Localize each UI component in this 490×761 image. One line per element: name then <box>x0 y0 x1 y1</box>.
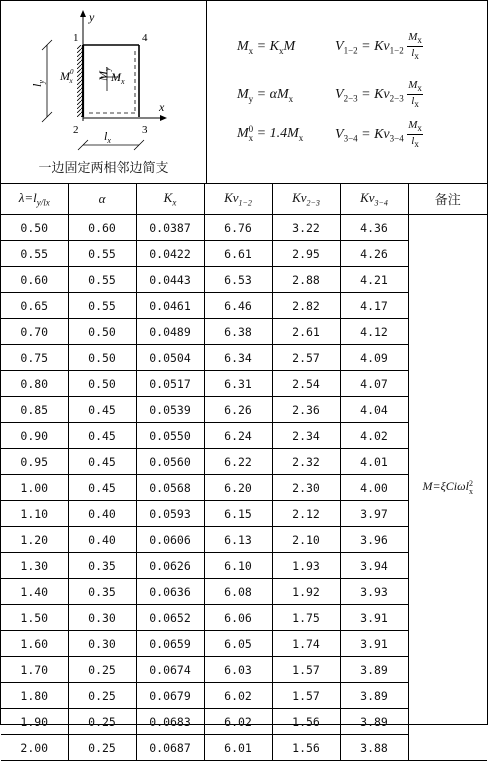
table-cell: 0.0461 <box>136 293 204 319</box>
table-cell: 0.0560 <box>136 449 204 475</box>
table-cell: 6.61 <box>204 241 272 267</box>
table-cell: 0.0679 <box>136 683 204 709</box>
table-cell: 0.0674 <box>136 657 204 683</box>
y-axis-arrow-icon <box>80 10 86 17</box>
table-cell: 0.0539 <box>136 397 204 423</box>
formula-v12: $V_{1-2} = Kv_{1-2}$ $\frac{M_x}{l_x}$ <box>335 31 422 62</box>
table-cell: 6.46 <box>204 293 272 319</box>
header-kv23: $Kv_{2-3}$ <box>272 183 340 215</box>
table-cell: 4.02 <box>340 423 408 449</box>
table-cell: 0.35 <box>68 553 136 579</box>
table-cell: 0.45 <box>68 449 136 475</box>
table-cell: 0.0687 <box>136 735 204 761</box>
table-cell: 0.45 <box>68 423 136 449</box>
table-cell: 1.92 <box>272 579 340 605</box>
table-cell: 1.57 <box>272 657 340 683</box>
table-cell: 1.75 <box>272 605 340 631</box>
table-cell: 6.24 <box>204 423 272 449</box>
table-cell: 3.96 <box>340 527 408 553</box>
table-cell: 0.40 <box>68 501 136 527</box>
table-cell: 3.89 <box>340 657 408 683</box>
header-kv12: $Kv_{1-2}$ <box>204 183 272 215</box>
table-cell: 2.30 <box>272 475 340 501</box>
table-cell: 4.07 <box>340 371 408 397</box>
table-cell: 0.55 <box>68 241 136 267</box>
table-cell: 3.93 <box>340 579 408 605</box>
table-cell: 6.03 <box>204 657 272 683</box>
table-cell: 0.95 <box>1 449 68 475</box>
table-cell: 4.17 <box>340 293 408 319</box>
table-cell: 6.05 <box>204 631 272 657</box>
table-cell: 6.22 <box>204 449 272 475</box>
header-alpha: α <box>68 183 136 215</box>
table-cell: 1.93 <box>272 553 340 579</box>
table-cell: 2.54 <box>272 371 340 397</box>
table-cell: 1.70 <box>1 657 68 683</box>
table-cell: 6.02 <box>204 683 272 709</box>
table-cell: 0.60 <box>1 267 68 293</box>
table-cell: 2.34 <box>272 423 340 449</box>
table-cell: 1.40 <box>1 579 68 605</box>
header-kx: $K_x$ <box>136 183 204 215</box>
table-cell: 0.0683 <box>136 709 204 735</box>
table-cell: 6.01 <box>204 735 272 761</box>
table-cell: 6.31 <box>204 371 272 397</box>
table-cell: 2.10 <box>272 527 340 553</box>
table-cell: 1.90 <box>1 709 68 735</box>
table-cell: 1.30 <box>1 553 68 579</box>
table-cell: 0.50 <box>1 215 68 241</box>
table-cell: 6.08 <box>204 579 272 605</box>
formula-v34: $V_{3-4} = Kv_{3-4}$ $\frac{M_x}{l_x}$ <box>335 119 422 150</box>
table-cell: 0.75 <box>1 345 68 371</box>
fraction-v23: $\frac{M_x}{l_x}$ <box>408 79 422 110</box>
table-cell: 4.01 <box>340 449 408 475</box>
table-cell: 0.90 <box>1 423 68 449</box>
header-note: 备注 <box>408 183 487 215</box>
table-cell: 3.91 <box>340 605 408 631</box>
table-cell: 1.56 <box>272 735 340 761</box>
table-cell: 0.55 <box>1 241 68 267</box>
y-axis-label: y <box>89 10 95 24</box>
table-cell: 1.10 <box>1 501 68 527</box>
plate-diagram <box>1 1 206 157</box>
table-cell: 3.97 <box>340 501 408 527</box>
table-cell: 2.12 <box>272 501 340 527</box>
table-cell: 0.30 <box>68 605 136 631</box>
table-cell: 0.0443 <box>136 267 204 293</box>
fraction-v34: $\frac{M_x}{l_x}$ <box>408 119 422 150</box>
x-axis-label: x <box>159 100 165 114</box>
table-cell: 0.25 <box>68 735 136 761</box>
corner-label-4: 4 <box>142 32 148 44</box>
formula-block <box>207 1 487 183</box>
table-cell: 0.50 <box>68 371 136 397</box>
table-cell: 1.60 <box>1 631 68 657</box>
my-label: $M_y$ <box>96 67 112 81</box>
table-cell: 0.0606 <box>136 527 204 553</box>
table-cell: 1.57 <box>272 683 340 709</box>
table-cell: 3.94 <box>340 553 408 579</box>
table-cell: 6.20 <box>204 475 272 501</box>
table-cell: 6.02 <box>204 709 272 735</box>
table-cell: 0.25 <box>68 709 136 735</box>
table-cell: 2.57 <box>272 345 340 371</box>
table-cell: 6.38 <box>204 319 272 345</box>
table-cell: 0.50 <box>68 345 136 371</box>
table-cell: 0.85 <box>1 397 68 423</box>
table-cell: 2.82 <box>272 293 340 319</box>
diagram-caption: 一边固定两相邻边简支 <box>38 161 169 176</box>
table-cell: 2.36 <box>272 397 340 423</box>
table-cell: 0.0652 <box>136 605 204 631</box>
header-kv34: $Kv_{3-4}$ <box>340 183 408 215</box>
table-cell: 0.0489 <box>136 319 204 345</box>
table-cell: 0.45 <box>68 397 136 423</box>
note-formula: M=ξCiωl 2 x <box>408 215 487 761</box>
table-cell: 0.0504 <box>136 345 204 371</box>
table-cell: 2.95 <box>272 241 340 267</box>
corner-label-1: 1 <box>73 32 79 44</box>
table-cell: 1.00 <box>1 475 68 501</box>
table-cell: 0.0387 <box>136 215 204 241</box>
table-cell: 0.50 <box>68 319 136 345</box>
table-cell: 0.80 <box>1 371 68 397</box>
table-cell: 0.25 <box>68 683 136 709</box>
formula-mx: $M_x = K_xM$ <box>237 39 296 56</box>
table-cell: 0.70 <box>1 319 68 345</box>
table-cell: 3.88 <box>340 735 408 761</box>
table-cell: 0.45 <box>68 475 136 501</box>
mx-label: $M_x$ <box>111 70 125 86</box>
table-cell: 4.09 <box>340 345 408 371</box>
table-cell: 1.80 <box>1 683 68 709</box>
table-cell: 0.40 <box>68 527 136 553</box>
table-cell: 4.12 <box>340 319 408 345</box>
corner-label-3: 3 <box>142 124 148 136</box>
formula-v23: $V_{2-3} = Kv_{2-3}$ $\frac{M_x}{l_x}$ <box>335 79 422 110</box>
table-cell: 0.0550 <box>136 423 204 449</box>
table-cell: 0.0626 <box>136 553 204 579</box>
table-cell: 0.0659 <box>136 631 204 657</box>
table-cell: 0.0593 <box>136 501 204 527</box>
fraction-v12: $\frac{M_x}{l_x}$ <box>408 31 422 62</box>
formula-my: $M_y = \alpha M_x$ <box>237 87 294 104</box>
table-cell: 1.74 <box>272 631 340 657</box>
table-cell: 2.88 <box>272 267 340 293</box>
table-cell: 3.89 <box>340 709 408 735</box>
table-cell: 0.25 <box>68 657 136 683</box>
table-cell: 4.00 <box>340 475 408 501</box>
table-cell: 4.26 <box>340 241 408 267</box>
table-cell: 6.06 <box>204 605 272 631</box>
coefficient-table <box>1 183 487 761</box>
x-axis-arrow-icon <box>160 115 167 121</box>
table-cell: 3.22 <box>272 215 340 241</box>
table-cell: 4.04 <box>340 397 408 423</box>
table-cell: 6.26 <box>204 397 272 423</box>
table-cell: 6.34 <box>204 345 272 371</box>
table-cell: 4.36 <box>340 215 408 241</box>
table-cell: 0.55 <box>68 267 136 293</box>
table-cell: 0.0422 <box>136 241 204 267</box>
table-cell: 6.76 <box>204 215 272 241</box>
table-cell: 0.30 <box>68 631 136 657</box>
corner-label-2: 2 <box>73 124 79 136</box>
table-cell: 0.0568 <box>136 475 204 501</box>
table-cell: 6.15 <box>204 501 272 527</box>
table-cell: 2.32 <box>272 449 340 475</box>
table-cell: 1.56 <box>272 709 340 735</box>
ly-label: $l_y$ <box>30 80 46 87</box>
table-header-row <box>1 183 487 215</box>
mx0-label: $M^0$ x <box>60 68 74 85</box>
header-panel <box>1 1 487 184</box>
table-cell: 6.53 <box>204 267 272 293</box>
lx-label: $l_x$ <box>104 129 111 145</box>
table-cell: 0.0636 <box>136 579 204 605</box>
formula-mx0: M 0 x = $1.4M_x$ <box>237 124 304 144</box>
table-cell: 3.91 <box>340 631 408 657</box>
table-cell: 1.20 <box>1 527 68 553</box>
table-cell: 0.60 <box>68 215 136 241</box>
table-cell: 0.55 <box>68 293 136 319</box>
table-cell: 4.21 <box>340 267 408 293</box>
table-cell: 0.65 <box>1 293 68 319</box>
table-cell: 0.0517 <box>136 371 204 397</box>
header-lambda: $\lambda=l_{y/lx}$ <box>1 183 68 215</box>
table-row <box>1 215 487 241</box>
table-cell: 2.00 <box>1 735 68 761</box>
table-cell: 0.35 <box>68 579 136 605</box>
table-cell: 1.50 <box>1 605 68 631</box>
table-cell: 2.61 <box>272 319 340 345</box>
table-cell: 6.10 <box>204 553 272 579</box>
table-cell: 3.89 <box>340 683 408 709</box>
table-cell: 6.13 <box>204 527 272 553</box>
